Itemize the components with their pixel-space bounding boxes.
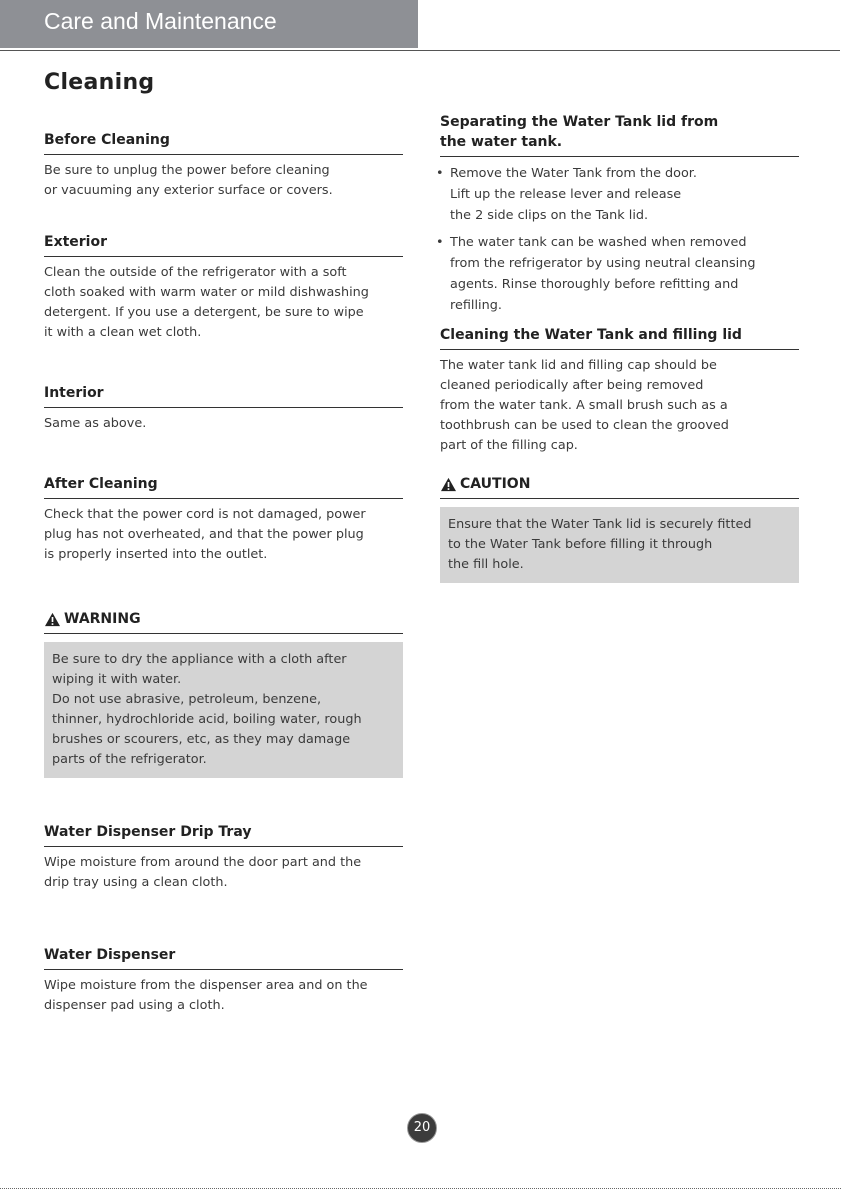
bullet-marker: • xyxy=(436,235,444,250)
cleaning-tank-heading: Cleaning the Water Tank and filling lid xyxy=(440,325,799,350)
caution-section xyxy=(440,474,799,583)
water-dispenser-text: Wipe moisture from the dispenser area and on the dispenser pad using a cloth. xyxy=(44,978,368,1013)
after-cleaning-heading: After Cleaning xyxy=(44,474,403,499)
list-item-text: The water tank can be washed when removed from the refrigerator by using neutral cleansing agents. Rinse thoroughly before refitting and refilling. xyxy=(450,235,756,313)
caution-icon xyxy=(440,477,457,492)
before-cleaning-text: Be sure to unplug the power before cleaning or vacuuming any exterior surface or covers. xyxy=(44,163,333,198)
list-item xyxy=(436,232,799,316)
after-cleaning-text: Check that the power cord is not damaged, power plug has not overheated, and that the power plug is properly inserted into the outlet. xyxy=(44,507,366,562)
exterior-text: Clean the outside of the refrigerator with a soft cloth soaked with warm water or mild dishwashing detergent. If you use a detergent, be sure to wipe it with a clean wet cloth. xyxy=(44,265,369,340)
warning-note-box: Be sure to dry the appliance with a cloth after wiping it with water. Do not use abrasive, petroleum, benzene, thinner, hydrochloride acid, boiling water, rough brushes or scourers, etc, as they may damage parts of the refrigerator. xyxy=(44,642,403,778)
warning-heading-label: WARNING xyxy=(64,611,141,627)
list-item-text: Remove the Water Tank from the door. Lift up the release lever and release the 2 side clips on the Tank lid. xyxy=(450,166,697,223)
drip-tray-text: Wipe moisture from around the door part and the drip tray using a clean cloth. xyxy=(44,855,362,890)
section-header-title: Care and Maintenance xyxy=(44,8,277,34)
warning-heading xyxy=(44,609,403,634)
separating-lid-list xyxy=(436,163,799,316)
cleaning-tank-section xyxy=(440,325,799,456)
caution-heading xyxy=(440,474,799,499)
interior-section xyxy=(44,383,403,434)
before-cleaning-section xyxy=(44,130,403,201)
drip-tray-heading: Water Dispenser Drip Tray xyxy=(44,822,403,847)
before-cleaning-heading: Before Cleaning xyxy=(44,130,403,155)
drip-tray-section xyxy=(44,822,403,893)
cleaning-tank-text: The water tank lid and filling cap should be cleaned periodically after being removed from the water tank. A small brush such as a toothbrush can be used to clean the grooved part of the filling cap. xyxy=(440,358,729,453)
header-divider xyxy=(0,50,840,51)
caution-heading-label: CAUTION xyxy=(460,476,531,492)
after-cleaning-section xyxy=(44,474,403,565)
page-number: 20 xyxy=(407,1113,437,1143)
interior-text: Same as above. xyxy=(44,416,147,431)
exterior-section xyxy=(44,232,403,343)
separating-lid-section xyxy=(436,112,799,322)
separating-lid-heading: Separating the Water Tank lid from the water tank. xyxy=(440,112,799,157)
interior-heading: Interior xyxy=(44,383,403,408)
bullet-marker: • xyxy=(436,166,444,181)
water-dispenser-heading: Water Dispenser xyxy=(44,945,403,970)
list-item xyxy=(436,163,799,226)
caution-note-box: Ensure that the Water Tank lid is securely fitted to the Water Tank before filling it through the fill hole. xyxy=(440,507,799,583)
water-dispenser-section xyxy=(44,945,403,1016)
exterior-heading: Exterior xyxy=(44,232,403,257)
page-title: Cleaning xyxy=(44,70,155,95)
bottom-divider xyxy=(0,1188,841,1189)
warning-section xyxy=(44,609,403,778)
warning-icon xyxy=(44,612,61,627)
